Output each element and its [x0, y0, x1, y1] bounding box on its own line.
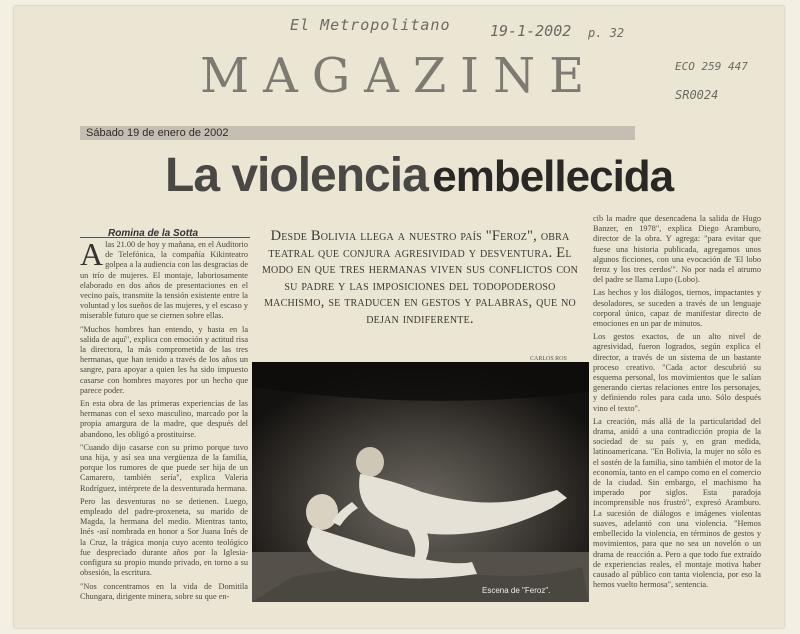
paragraph: "Cuando dijo casarse con su primo porque tuvo una hija, y así sea una vergüenza de la familia, porque los rumores de que puede ser hija de un Camarero, también sería", explica Valeria Rodríguez, intérprete de la desventurada hermana.	[80, 442, 248, 493]
headline	[165, 148, 685, 203]
handwritten-newspaper-name: El Metropolitano	[290, 16, 451, 34]
dropcap: A	[80, 240, 104, 272]
handwritten-date: 19-1-2002	[490, 22, 572, 40]
section-masthead: MAGAZINE	[200, 48, 599, 104]
paragraph: cib la madre que desencadena la salida de Hugo Banzer, en 1978", explica Diego Aramburo, director de la obra. Y agrega: "para evitar que fuese una historia publicada, agregamos unos algunos ficciones, con una evocación de 'El lobo feroz y los tres cerdos'". No por nada el atrumo del padre se llama Lupo (Lobo).	[593, 214, 761, 285]
headline-part-1: La violencia	[165, 149, 428, 202]
handwritten-page: p. 32	[588, 26, 625, 40]
photo-credit: CARLOS ROS	[530, 356, 567, 362]
byline: Romina de la Sotta	[108, 228, 199, 239]
headline-part-2: embellecida	[432, 152, 674, 201]
paragraph: Las hechos y los diálogos, tiernos, impactantes y desoladores, se suceden a través de un lenguaje corporal único, capaz de manifestar directo de emociones en un par de minutos.	[593, 288, 761, 329]
theatre-scene-photo	[252, 362, 589, 602]
lead-paragraph: Desde Bolivia llega a nuestro país "Feroz", obra teatral que conjura agresividad y desventura. El modo en que tres hermanas viven sus conflictos con su padre y las imposiciones del todopoderoso machismo, se traducen en gestos y palabras, que no dejan indiferente.	[261, 228, 579, 327]
article-column-3	[593, 214, 761, 614]
paragraph: En esta obra de las primeras experiencias de las hermanas con el sexo masculino, marcado por la propia amargura de la madre, que después del abandono, les obligó a prostituirse.	[80, 399, 248, 439]
byline-rule	[80, 237, 250, 238]
article-column-1	[80, 240, 248, 620]
photo-illustration	[252, 362, 589, 602]
handwritten-reference-1: ECO 259 447	[675, 60, 748, 73]
handwritten-reference-2: SR0024	[675, 88, 719, 102]
paragraph: "Muchos hombres han entendo, y hasta en la salida de aquí", explica con emoción y actitud risa la directora, la más comprometida de las tres hermanas, que han tenido a través de los años un sangre, para apoyar a quien les ha sido impuesto casarse con hombres mayores por un hecho que parece poder.	[80, 324, 248, 395]
paragraph: Los gestos exactos, de un alto nivel de agresividad, fueron logrados, según explica el director, a través de un sistema de un bastante proceso creativo. "Cada actor descubrió su esquema personal, los movimientos que le salían generando ciertas relaciones entre los personajes, y definiendo roles para cada uno. Sólo después vino el texto".	[593, 332, 761, 413]
paragraph: La creación, más allá de la particularidad del drama, anidó a una contradicción propia de la sociedad de su país y, en gran medida, latinoamericana. "En Bolivia, la mujer no sólo es el sostén de la familia, sino también el motor de la economía, tanto en el campo como en el comercio de la ciudad. Sin embargo, el machismo ha imperado por siglos. Esta paradoja incomprensible nos frustró", expresó Aramburo. La sucesión de diálogos e imágenes violentas suaves, adelantó con una violencia. "Hemos embellecido la violencia, en términos de gestos y movimientos, para que no sea un novelón o un drama de reacción a. Pero a que todo fue extraído de experiencias reales, el montaje motiva haber causado al público con tanta violencia, por eso la hemos vuelto hermosa", sentencia.	[593, 416, 761, 590]
photo-caption: Escena de "Feroz".	[482, 586, 551, 595]
paragraph: las 21.00 de hoy y mañana, en el Auditorio de Telefónica, la compañía Kikinteatro golpea a la audiencia con las desgracias de un trío de mujeres. El montaje, laboriosamente elaborado en dos años de presentaciones en el vecino país, transmite la tensión existente entre la voluntad y los sueños de las mujeres, y el escaso y miserable futuro que se ciernen sobre ellas.	[80, 240, 248, 321]
dateline-bar: Sábado 19 de enero de 2002	[80, 126, 635, 140]
paragraph: Pero las desventuras no se detienen. Luego, empleado del padre-proxeneta, su marido de Magda, la hermana del medio. Mientras tanto, Inés -así nombrada en honor a Sor Juana Inés de la Cruz, la trágica monja cuyo acento teológico fue despreciado durante años por la Iglesia- configura su propio mundo privado, en torno a su obsesión, la escritura.	[80, 496, 248, 578]
paragraph: "Nos concentramos en la vida de Domitila Chungara, dirigente minera, sobre su que en-	[80, 581, 248, 601]
